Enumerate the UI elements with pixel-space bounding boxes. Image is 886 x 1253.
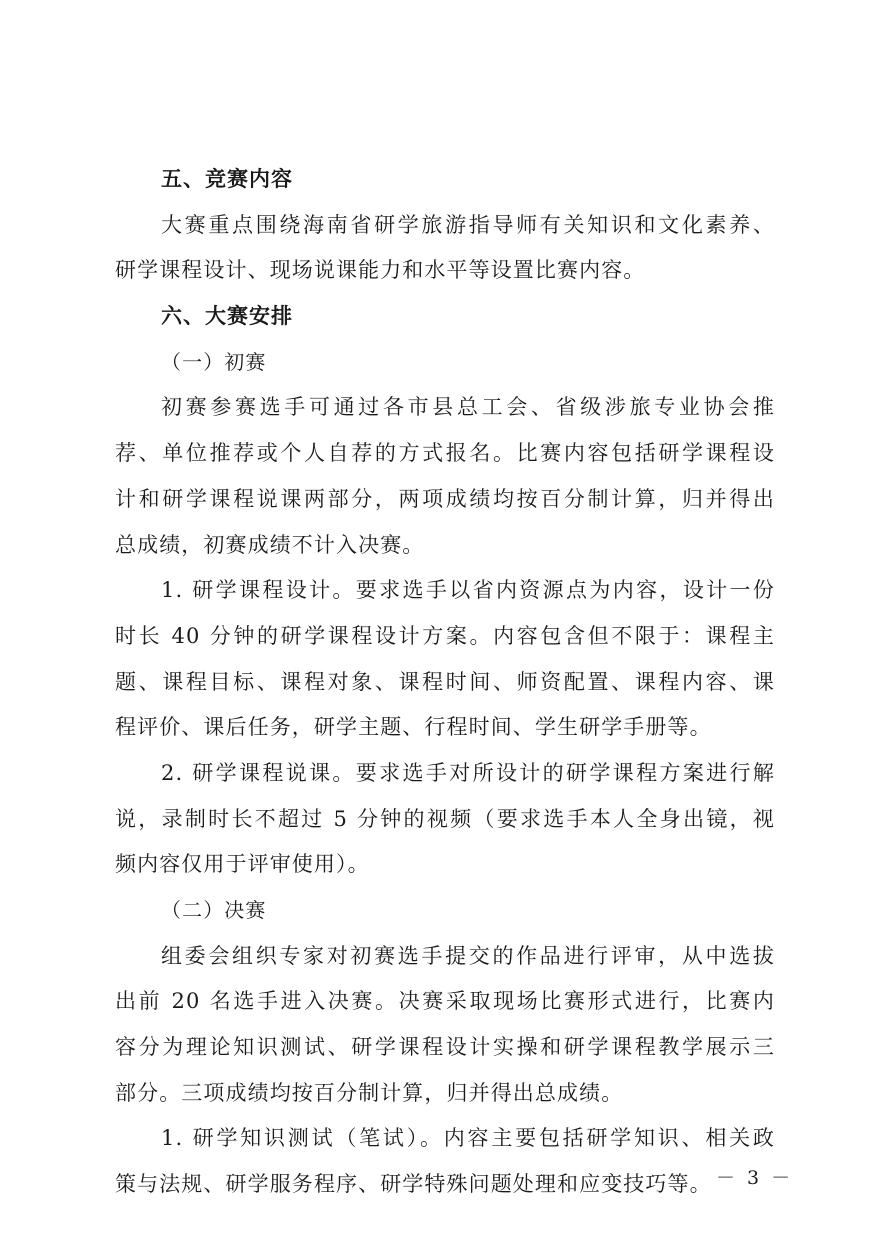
paragraph-line: 出前 20 名选手进入决赛。决赛采取现场比赛形式进行，比赛内 [115,989,775,1014]
paragraph-line: 1. 研学课程设计。要求选手以省内资源点为内容，设计一份 [161,578,775,603]
paragraph-line: 大赛重点围绕海南省研学旅游指导师有关知识和文化素养、 [161,212,775,237]
paragraph-line: 容分为理论知识测试、研学课程设计实操和研学课程教学展示三 [115,1035,775,1060]
paragraph-line: 时长 40 分钟的研学课程设计方案。内容包含但不限于：课程主 [115,623,775,648]
paragraph-line: 组委会组织专家对初赛选手提交的作品进行评审，从中选拔 [161,943,775,968]
paragraph-line: 研学课程设计、现场说课能力和水平等设置比赛内容。 [115,258,646,283]
paragraph-line: 1. 研学知识测试（笔试）。内容主要包括研学知识、相关政 [161,1126,775,1151]
section-heading-competition-content: 五、竞赛内容 [161,167,293,191]
paragraph-line: 程评价、课后任务，研学主题、行程时间、学生研学手册等。 [115,715,712,740]
paragraph-line: 题、课程目标、课程对象、课程时间、师资配置、课程内容、课 [115,669,775,694]
paragraph-line: 部分。三项成绩均按百分制计算，归并得出总成绩。 [115,1080,624,1105]
paragraph-line: 初赛参赛选手可通过各市县总工会、省级涉旅专业协会推 [161,395,775,420]
subsection-heading-preliminary: （一）初赛 [161,349,267,374]
paragraph-line: 总成绩，初赛成绩不计入决赛。 [115,532,425,557]
paragraph-line: 荐、单位推荐或个人自荐的方式报名。比赛内容包括研学课程设 [115,441,775,466]
page-number: － 3 － [716,1167,794,1189]
paragraph-line: 2. 研学课程说课。要求选手对所设计的研学课程方案进行解 [161,760,775,785]
paragraph-line: 说，录制时长不超过 5 分钟的视频（要求选手本人全身出镜，视 [115,806,775,831]
document-body [115,157,775,1208]
section-heading-arrangement: 六、大赛安排 [161,304,293,329]
subsection-heading-final: （二）决赛 [161,898,267,922]
paragraph-line: 策与法规、研学服务程序、研学特殊问题处理和应变技巧等。 [115,1172,712,1197]
paragraph-line: 频内容仅用于评审使用）。 [115,852,370,877]
paragraph-line: 计和研学课程说课两部分，两项成绩均按百分制计算，归并得出 [115,486,775,511]
